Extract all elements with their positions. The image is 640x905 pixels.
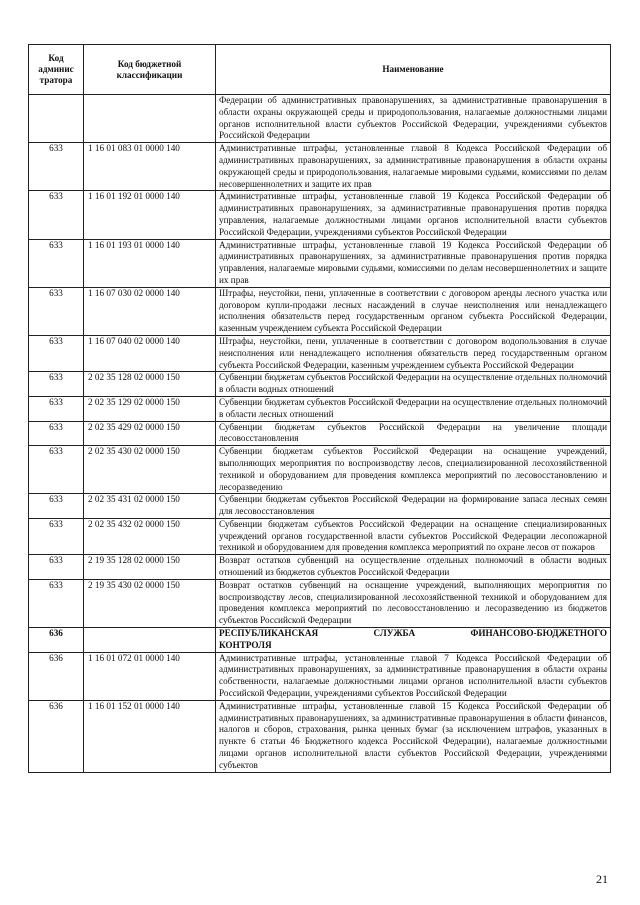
budget-code-cell: 2 02 35 429 02 0000 150 — [84, 421, 216, 446]
name-cell: Субвенции бюджетам субъектов Российской Федерации на оснащение специализированных учреждений органов государственной власти субъектов Российской Федерации лесопожарной техникой и оборудованием для проведения комплекса мероприятий по охране лесов от пожаров — [216, 518, 611, 554]
table-row — [29, 95, 611, 143]
admin-code-cell: 633 — [29, 396, 84, 421]
admin-code-cell — [29, 95, 84, 143]
table-row — [29, 143, 611, 191]
table-row — [29, 652, 611, 700]
budget-code-cell: 2 02 35 129 02 0000 150 — [84, 396, 216, 421]
header-name: Наименование — [216, 45, 611, 95]
admin-code-cell: 633 — [29, 421, 84, 446]
table-row — [29, 396, 611, 421]
name-cell: Административные штрафы, установленные главой 19 Кодекса Российской Федерации об административных правонарушениях, за административные правонарушения против порядка управления, налагаемые должностными лицами органов исполнительной власти субъектов Российской Федерации, учреждениями субъектов Российской Федерации — [216, 191, 611, 239]
budget-code-cell: 1 16 01 192 01 0000 140 — [84, 191, 216, 239]
admin-code-cell: 633 — [29, 494, 84, 519]
name-cell: Возврат остатков субвенций на оснащение учреждений, выполняющих мероприятия по воспроизводству лесов, специализированной лесохозяйственной техникой и оборудованием для проведения комплекса мероприятий по лесовосстановлению и лесоразведению из бюджетов субъектов Российской Федерации — [216, 579, 611, 627]
name-cell — [216, 628, 611, 653]
admin-code-cell: 636 — [29, 652, 84, 700]
name-cell: Возврат остатков субвенций на осуществление отдельных полномочий в области водных отношений из бюджетов субъектов Российской Федерации — [216, 555, 611, 580]
table-row — [29, 494, 611, 519]
admin-code-cell: 633 — [29, 518, 84, 554]
admin-code-cell: 633 — [29, 446, 84, 494]
section-title-line: КОНТРОЛЯ — [219, 639, 272, 650]
admin-code-cell: 633 — [29, 239, 84, 287]
header-budget-code: Код бюджетной классификации — [84, 45, 216, 95]
page-number: 21 — [596, 872, 608, 886]
budget-code-cell: 2 02 35 128 02 0000 150 — [84, 372, 216, 397]
admin-code-cell: 633 — [29, 143, 84, 191]
table-row — [29, 191, 611, 239]
name-cell: Субвенции бюджетам субъектов Российской Федерации на увеличение площади лесовосстановления — [216, 421, 611, 446]
budget-code-cell: 2 02 35 432 02 0000 150 — [84, 518, 216, 554]
admin-code-cell: 636 — [29, 700, 84, 772]
budget-code-cell: 2 19 35 128 02 0000 150 — [84, 555, 216, 580]
table-row — [29, 372, 611, 397]
budget-classification-table — [28, 44, 611, 773]
name-cell: Федерации об административных правонарушениях, за административные правонарушения в области охраны окружающей среды и природопользования, налагаемые должностными лицами органов исполнительной власти субъектов Российской Федерации, учреждениями субъектов Российской Федерации — [216, 95, 611, 143]
budget-code-cell: 1 16 01 072 01 0000 140 — [84, 652, 216, 700]
table-row — [29, 287, 611, 335]
budget-code-cell: 2 02 35 430 02 0000 150 — [84, 446, 216, 494]
name-cell: Субвенции бюджетам субъектов Российской Федерации на осуществление отдельных полномочий в области водных отношений — [216, 372, 611, 397]
table-header-row — [29, 45, 611, 95]
name-cell: Штрафы, неустойки, пени, уплаченные в соответствии с договором аренды лесного участка или договором купли-продажи лесных насаждений в случае неисполнения или ненадлежащего исполнения обязательств перед государственным органом субъекта Российской Федерации, казенным учреждением субъекта Российской Федерации — [216, 287, 611, 335]
name-cell: Субвенции бюджетам субъектов Российской Федерации на осуществление отдельных полномочий в области лесных отношений — [216, 396, 611, 421]
table-row — [29, 239, 611, 287]
name-cell: Субвенции бюджетам субъектов Российской Федерации на формирование запаса лесных семян для лесовосстановления — [216, 494, 611, 519]
admin-code-cell: 633 — [29, 191, 84, 239]
budget-code-cell: 1 16 01 193 01 0000 140 — [84, 239, 216, 287]
budget-code-cell: 2 02 35 431 02 0000 150 — [84, 494, 216, 519]
name-cell: Субвенции бюджетам субъектов Российской Федерации на оснащение учреждений, выполняющих мероприятия по воспроизводству лесов, специализированной лесохозяйственной техникой и оборудованием для проведения комплекса мероприятий по лесовосстановлению и лесоразведению — [216, 446, 611, 494]
table-row — [29, 335, 611, 371]
name-cell: Штрафы, неустойки, пени, уплаченные в соответствии с договором водопользования в случае неисполнения или ненадлежащего исполнения обязательств перед государственным органом субъекта Российской Федерации, казенным учреждением субъекта Российской Федерации — [216, 335, 611, 371]
budget-code-cell: 1 16 01 152 01 0000 140 — [84, 700, 216, 772]
table-row — [29, 518, 611, 554]
name-cell: Административные штрафы, установленные главой 7 Кодекса Российской Федерации об административных правонарушениях, за административные правонарушения в области охраны собственности, налагаемые должностными лицами органов исполнительной власти субъектов Российской Федерации, учреждениями субъектов Российской Федерации — [216, 652, 611, 700]
budget-code-cell: 1 16 01 083 01 0000 140 — [84, 143, 216, 191]
table-row — [29, 700, 611, 772]
admin-code-cell: 633 — [29, 555, 84, 580]
table-row — [29, 421, 611, 446]
section-row — [29, 628, 611, 653]
header-admin-code: Код админис тратора — [29, 45, 84, 95]
admin-code-cell: 633 — [29, 287, 84, 335]
budget-code-cell: 1 16 07 030 02 0000 140 — [84, 287, 216, 335]
name-cell: Административные штрафы, установленные главой 19 Кодекса Российской Федерации об административных правонарушениях, за административные правонарушения против порядка управления, налагаемые мировыми судьями, комиссиями по делам несовершеннолетних и защите их прав — [216, 239, 611, 287]
budget-code-cell: 1 16 07 040 02 0000 140 — [84, 335, 216, 371]
name-cell: Административные штрафы, установленные главой 15 Кодекса Российской Федерации об административных правонарушениях, за административные правонарушения в области финансов, налогов и сборов, страхования, рынка ценных бумаг (за исключением штрафов, указанных в пункте 6 статьи 46 Бюджетного кодекса Российской Федерации), налагаемые должностными лицами органов исполнительной власти субъектов Российской Федерации, учреждениями субъектов — [216, 700, 611, 772]
table-row — [29, 555, 611, 580]
budget-code-cell — [84, 95, 216, 143]
admin-code-cell: 633 — [29, 335, 84, 371]
admin-code-cell: 633 — [29, 579, 84, 627]
table-body — [29, 95, 611, 773]
table-row — [29, 579, 611, 627]
section-title-line: РЕСПУБЛИКАНСКАЯ СЛУЖБА ФИНАНСОВО-БЮДЖЕТНОГО — [219, 628, 607, 639]
budget-code-cell: 2 19 35 430 02 0000 150 — [84, 579, 216, 627]
name-cell: Административные штрафы, установленные главой 8 Кодекса Российской Федерации об административных правонарушениях, за административные правонарушения в области охраны окружающей среды и природопользования, налагаемые мировыми судьями, комиссиями по делам несовершеннолетних и защите их прав — [216, 143, 611, 191]
table-row — [29, 446, 611, 494]
admin-code-cell: 633 — [29, 372, 84, 397]
budget-code-cell — [84, 628, 216, 653]
admin-code-cell: 636 — [29, 628, 84, 653]
